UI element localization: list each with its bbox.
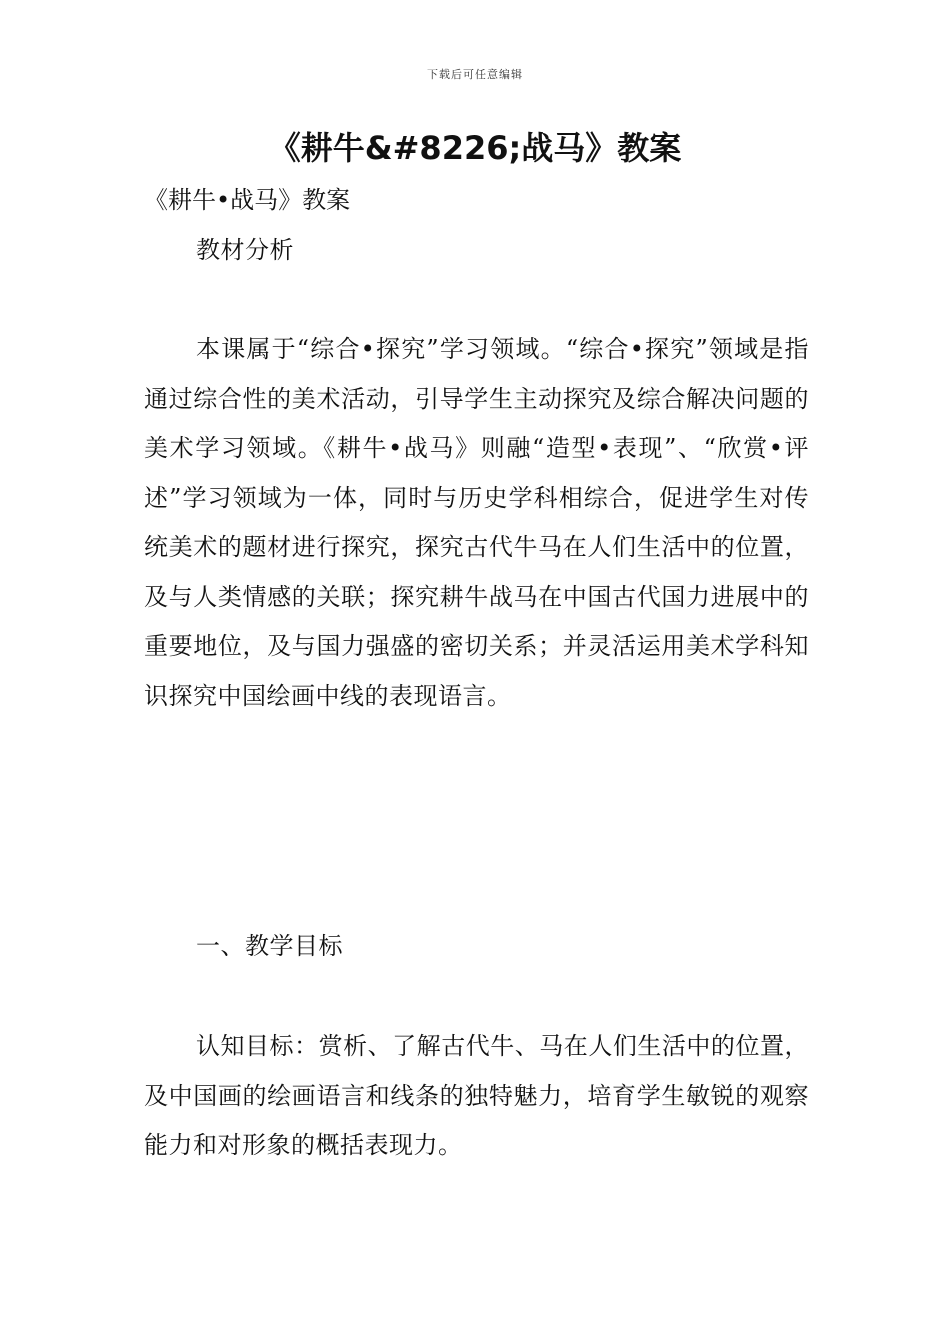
section-heading-goals: 一、教学目标 xyxy=(196,932,343,960)
cognitive-goal-paragraph: 认知目标：赏析、了解古代牛、马在人们生活中的位置，及中国画的绘画语言和线条的独特魅力，培育学生敏锐的观察能力和对形象的概括表现力。 xyxy=(144,1032,809,1159)
section-heading-analysis: 教材分析 xyxy=(196,236,294,264)
document-title: 《耕牛&#8226;战马》教案 xyxy=(268,129,682,167)
intro-paragraph: 本课属于“综合•探究”学习领域。“综合•探究”领域是指通过综合性的美术活动，引导学生主动探究及综合解决问题的美术学习领域。《耕牛•战马》则融“造型•表现”、“欣赏•评述”学习领域为一体，同时与历史学科相综合，促进学生对传统美术的题材进行探究，探究古代牛马在人们生活中的位置，及与人类情感的关联；探究耕牛战马在中国古代国力进展中的重要地位，及与国力强盛的密切关系；并灵活运用美术学科知识探究中国绘画中线的表现语言。 xyxy=(144,335,809,710)
document-subtitle: 《耕牛•战马》教案 xyxy=(144,186,351,214)
header-note: 下载后可任意编辑 xyxy=(427,68,523,81)
